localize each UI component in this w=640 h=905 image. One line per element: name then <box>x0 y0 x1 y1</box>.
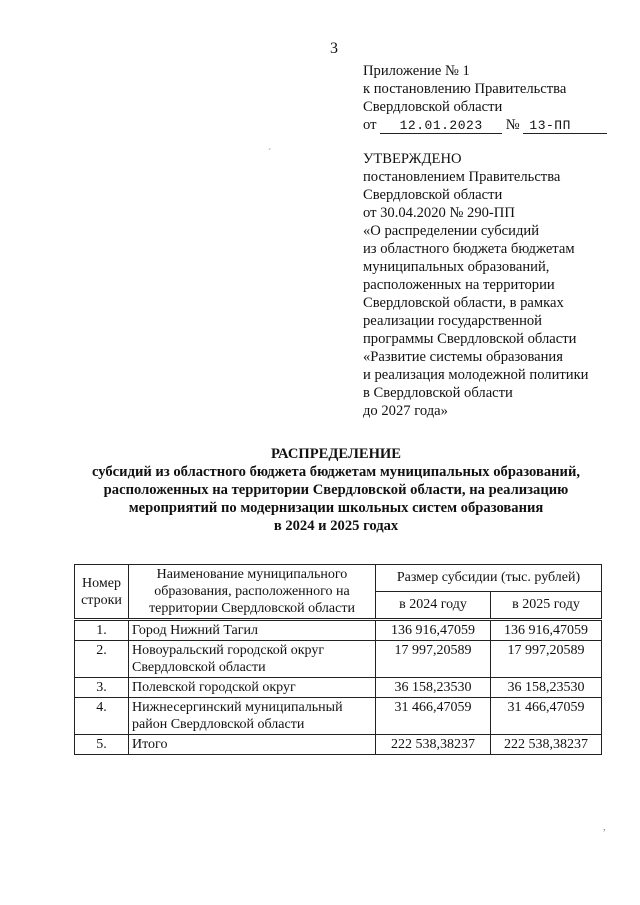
value-2025: 17 997,20589 <box>491 641 602 678</box>
municipality-name: Полевской городской округ <box>129 678 376 698</box>
table-row <box>75 678 602 698</box>
value-2025: 36 158,23530 <box>491 678 602 698</box>
appendix-line-1: Приложение № 1 <box>363 63 470 79</box>
value-2025: 136 916,47059 <box>491 620 602 641</box>
table-row <box>75 620 602 641</box>
approved-line: реализации государственной <box>363 313 542 329</box>
row-number: 3. <box>75 678 129 698</box>
date-prefix: от <box>363 117 377 133</box>
row-number: 2. <box>75 641 129 678</box>
approved-line: до 2027 года» <box>363 403 448 419</box>
approved-line: из областного бюджета бюджетам <box>363 241 575 257</box>
title-heading: РАСПРЕДЕЛЕНИЕ <box>270 446 402 462</box>
value-2025: 222 538,38237 <box>491 735 602 755</box>
row-number: 1. <box>75 620 129 641</box>
value-2024: 17 997,20589 <box>376 641 491 678</box>
appendix-line-3: Свердловской области <box>363 99 503 115</box>
table-row-total <box>75 735 602 755</box>
table-row <box>75 698 602 735</box>
scan-mark: , <box>603 822 606 833</box>
value-2024: 36 158,23530 <box>376 678 491 698</box>
value-2024: 31 466,47059 <box>376 698 491 735</box>
approved-line: расположенных на территории <box>363 277 555 293</box>
scan-mark: ´ <box>268 148 272 159</box>
approved-line: муниципальных образований, <box>363 259 550 275</box>
approved-line: программы Свердловской области <box>363 331 577 347</box>
handwritten-date: 12.01.2023 <box>380 118 502 134</box>
value-2024: 136 916,47059 <box>376 620 491 641</box>
approved-line: в Свердловской области <box>363 385 513 401</box>
handwritten-number: 13-ПП <box>523 118 607 134</box>
document-title <box>0 445 640 535</box>
approved-line: «Развитие системы образования <box>363 349 563 365</box>
header-municipality: Наименование муниципального образования, расположенного на территории Свердловской области <box>129 565 376 620</box>
title-line: расположенных на территории Свердловской области, на реализацию <box>103 482 569 498</box>
appendix-line-2: к постановлению Правительства <box>363 81 567 97</box>
approved-line: и реализация молодежной политики <box>363 367 589 383</box>
municipality-name: Итого <box>129 735 376 755</box>
header-subsidy-size: Размер субсидии (тыс. рублей) <box>376 565 602 592</box>
row-number: 4. <box>75 698 129 735</box>
header-row-number: Номер строки <box>75 565 129 620</box>
approved-line: «О распределении субсидий <box>363 223 540 239</box>
page-number: 3 <box>330 40 338 57</box>
value-2024: 222 538,38237 <box>376 735 491 755</box>
title-line: мероприятий по модернизации школьных систем образования <box>128 500 544 516</box>
municipality-name: Новоуральский городской округ Свердловской области <box>129 641 376 678</box>
subsidy-table <box>74 564 602 755</box>
value-2025: 31 466,47059 <box>491 698 602 735</box>
title-line: субсидий из областного бюджета бюджетам муниципальных образований, <box>92 464 580 480</box>
approved-line: от 30.04.2020 № 290-ПП <box>363 205 515 221</box>
approved-line: Свердловской области, в рамках <box>363 295 564 311</box>
municipality-name: Город Нижний Тагил <box>129 620 376 641</box>
number-prefix: № <box>505 117 520 133</box>
approved-block <box>363 150 588 420</box>
municipality-name: Нижнесергинский муниципальный район Свердловской области <box>129 698 376 735</box>
title-line: в 2024 и 2025 годах <box>273 518 399 534</box>
table-header-row <box>75 565 602 592</box>
header-year-2024: в 2024 году <box>376 591 491 619</box>
row-number: 5. <box>75 735 129 755</box>
appendix-date-line <box>363 116 607 134</box>
table-row <box>75 641 602 678</box>
appendix-block <box>363 62 607 134</box>
approved-line: УТВЕРЖДЕНО <box>363 151 462 167</box>
header-year-2025: в 2025 году <box>491 591 602 619</box>
approved-line: постановлением Правительства <box>363 169 561 185</box>
approved-line: Свердловской области <box>363 187 503 203</box>
